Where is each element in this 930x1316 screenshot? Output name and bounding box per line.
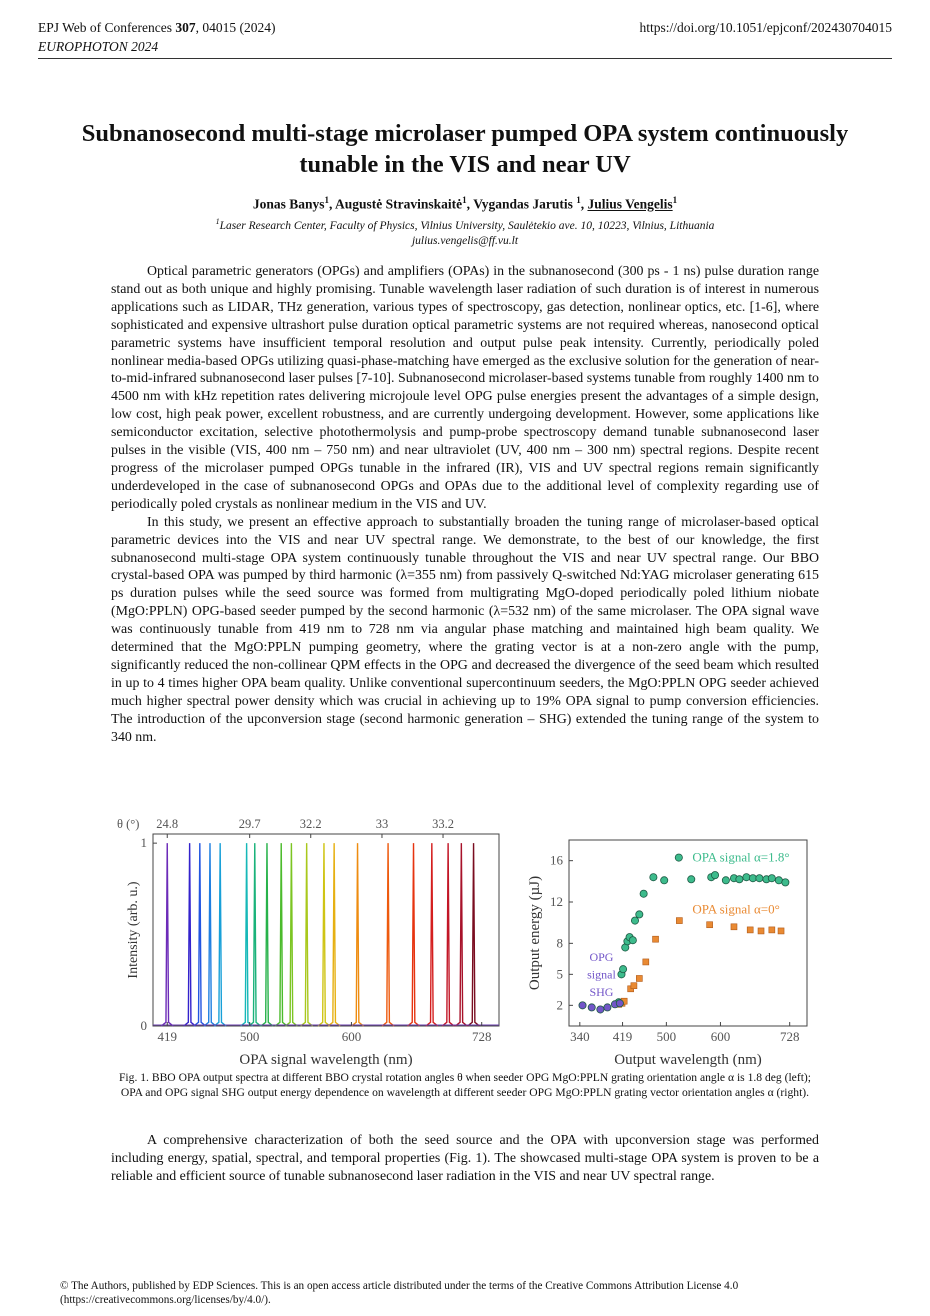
figure-caption: Fig. 1. BBO OPA output spectra at different BBO crystal rotation angles θ when seeder OPG MgO:PPLN grating orientation angle α is 1.8 deg (left); OPA and OPG signal SHG output energy dependence on wavelength at different seeder OPG MgO:PPLN grating vector orientation angles α (right). [118,1071,811,1099]
data-point [688,876,695,883]
page-header [38,18,892,56]
data-point [756,875,763,882]
email[interactable]: julius.vengelis@ff.vu.lt [411,234,519,247]
paragraph: In this study, we present an effective approach to substantially broaden the tuning range of microlaser-based optical parametric devices into the VIS and near UV spectral range. We demonstrate, to the best of our knowledge, the first subnanosecond multi-stage OPA system continuously tunable throughout the VIS and near UV spectral range. Our BBO crystal-based OPA was pumped by third harmonic (λ=355 nm) from passively Q-switched Nd:YAG microlaser generating 615 ps duration pulses while the seed source was formed from multigrating MgO-doped periodically poled lithium niobate (MgO:PPLN) OPG-based seeder pumped by the second harmonic (λ=532 nm) of the same microlaser. The OPA signal wave was continuously tunable from 419 nm to 728 nm via angular phase matching and maintained high beam quality. We determined that the MgO:PPLN pumping geometry, where the grating vector is at a non-zero angle with the pump, significantly reduced the non-collinear QPM effects in the OPG and decreased the divergence of the seed beam which resulted in up to 4 times higher OPA beam quality. Unlike conventional supercontinuum seeders, the MgO:PPLN OPG seeder achieved much higher spectral power density which was crucial in achieving up to 19% OPA signal to pump conversion efficiencies. The introduction of the upconversion stage (second harmonic generation – SHG) extended the tuning range of the system to 340 nm. [111,514,819,745]
series-label: OPA signal α=0° [692,901,780,917]
top-tick-label: 33.2 [432,817,454,831]
x-tick-label: 728 [471,1029,492,1044]
spectrum-peak [249,843,261,1026]
paper-title: Subnanosecond multi-stage microlaser pumped OPA system continuously tunable in the VIS and near UV [81,120,849,178]
spectrum-peak [214,843,226,1026]
top-tick-label: 29.7 [238,817,261,831]
data-point [676,918,682,924]
data-point [768,875,775,882]
data-point [722,877,729,884]
spectrum-peak [184,843,196,1026]
data-point [579,1002,586,1009]
journal-citation: EPJ Web of Conferences 307, 04015 (2024) [38,20,276,35]
data-point [631,917,638,924]
data-point [707,922,713,928]
spectrum-peak [241,843,253,1026]
body-text-2 [111,1132,819,1186]
corresponding-author: Julius Vengelis [587,196,673,212]
energy-chart [511,812,819,1074]
data-point [653,936,659,942]
paragraph: A comprehensive characterization of both the seed source and the OPA with upconversion stage was performed including energy, spatial, spectral, and temporal properties (Fig. 1). The showcased multi-stage OPA system is proven to be a reliable and efficient source of tunable subnanosecond laser radiation in the VIS and near UV spectral range. [111,1133,819,1184]
x-tick-label: 419 [157,1029,177,1044]
data-point [778,928,784,934]
data-point [604,1004,611,1011]
series-label: OPA signal α=1.8° [692,849,790,865]
data-point [731,924,737,930]
body-text [111,263,819,746]
y-tick-label: 1 [140,835,147,851]
series-label-part: OPG [589,949,614,964]
data-point [631,983,637,989]
figure-1 [111,812,819,1074]
spectrum-peak [328,843,340,1026]
data-point [616,1000,623,1007]
spectrum-peak [352,843,364,1026]
data-point [629,937,636,944]
spectrum-peak [318,843,330,1026]
data-point [747,927,753,933]
top-tick-label: 33 [375,817,389,831]
conference-name: EUROPHOTON 2024 [38,39,159,54]
spectrum-peak [442,843,454,1026]
doi-link[interactable]: https://doi.org/10.1051/epjconf/202430704015 [639,20,892,35]
x-tick-label: 500 [656,1029,677,1044]
license-footer: © The Authors, published by EDP Sciences. This is an open access article distributed under the terms of the Creative Commons Attribution License 4.0 (https://creativecommons.org/licenses/by/4.0/). [60,1280,739,1306]
spectrum-peak [408,843,420,1026]
x-tick-label: 728 [779,1029,800,1044]
top-tick-label: 24.8 [156,817,179,831]
x-axis-label: Output wavelength (nm) [614,1052,762,1068]
data-point [597,1006,604,1013]
spectrum-peak [204,843,216,1026]
y-axis-label: Intensity (arb. u.) [126,881,141,979]
data-point [736,876,743,883]
spectrum-peak [426,843,438,1026]
data-point [640,890,647,897]
x-tick-label: 600 [341,1029,362,1044]
y-tick-label: 5 [556,966,563,982]
spectrum-peak [382,843,394,1026]
header-divider [38,58,892,59]
y-tick-label: 8 [556,935,563,951]
series-label-part: SHG [589,985,614,1000]
y-tick-label: 0 [140,1018,147,1033]
data-point [636,975,642,981]
series-label-part: signal [587,967,616,982]
x-axis-label: OPA signal wavelength (nm) [239,1052,413,1068]
affiliation: $^1$Laser Research Center, Faculty of Physics, Vilnius University, Saulėtekio ave. 10, 10223, Vilnius, Lithuania julius.vengelis@ff.vu.lt [60,214,870,249]
x-tick-label: 500 [239,1029,260,1044]
paragraph: Optical parametric generators (OPGs) and amplifiers (OPAs) in the subnanosecond (300 ps - 1 ns) pulse duration range stand out as both unique and highly promising. Tunable wavelength laser radiation of such duration is of interest in numerous applications such as LIDAR, THz generation, various types of spectroscopy, gas detection, nonlinear optics, etc. [1-6], where sophisticated and expensive ultrashort pulse duration optical parametric systems are not required whereas, nanosecond optical parametric systems have insufficient temporal resolution and output pulse peak intensity. Currently, periodically poled nonlinear media-based OPGs utilizing quasi-phase-matching have emerged as the exclusive solution for the generation of near-to-mid-infrared subnanosecond laser pulses [7-10]. Subnanosecond microlaser-based systems tunable from roughly 1400 nm to 4500 nm with kHz repetition rates delivering microjoule level OPG pulse energies present the advantages of a simple design, low cost, high peak power, excellent robustness, and are currently undergoing development. However, some applications like semiconductor excitation, selective photothermolysis and pump-probe spectroscopy demand tunable subnanosecond laser pulses in the visible (VIS, 400 nm – 750 nm) and near ultraviolet (UV, 400 nm – 300 nm) spectral regions. Despite recent progress of the microlaser pumped OPGs tunable in the infrared (IR), VIS and UV spectral regions remain significantly underdeveloped in the case of subnanosecond OPGs and OPAs due to the additional level of complexity regarding use of periodically poled crystals as nonlinear medium in the VIS and UV. [111,264,819,512]
y-tick-label: 16 [550,852,563,868]
y-axis-label: Output energy (µJ) [527,875,543,991]
data-point [588,1004,595,1011]
data-point [711,872,718,879]
author-list: Jonas Banys$^1$, Augustė Stravinskaitė$^1$, Vygandas Jarutis $^1$, Julius Vengelis$^1$ [252,195,678,212]
spectrum-peak [161,843,173,1026]
spectrum-peak [455,843,467,1026]
spectrum-peak [301,843,313,1026]
data-point [619,966,626,973]
x-tick-label: 419 [612,1029,633,1044]
spectrum-peak [194,843,206,1026]
data-point [743,874,750,881]
spectrum-peak [275,843,287,1026]
spectrum-peak [285,843,297,1026]
data-point [782,879,789,886]
data-point [758,928,764,934]
data-point [661,877,668,884]
data-point [769,927,775,933]
x-tick-label: 340 [570,1029,590,1044]
spectrum-peak [468,843,480,1026]
y-tick-label: 12 [550,894,563,909]
data-point [643,959,649,965]
data-point [650,874,657,881]
data-point [636,911,643,918]
data-point [675,854,682,861]
spectra-chart [111,812,511,1074]
y-tick-label: 2 [556,997,563,1013]
x-tick-label: 600 [710,1029,731,1044]
top-tick-label: 32.2 [299,817,322,831]
spectrum-peak [261,843,273,1026]
top-axis-label: θ (°) [117,817,140,831]
